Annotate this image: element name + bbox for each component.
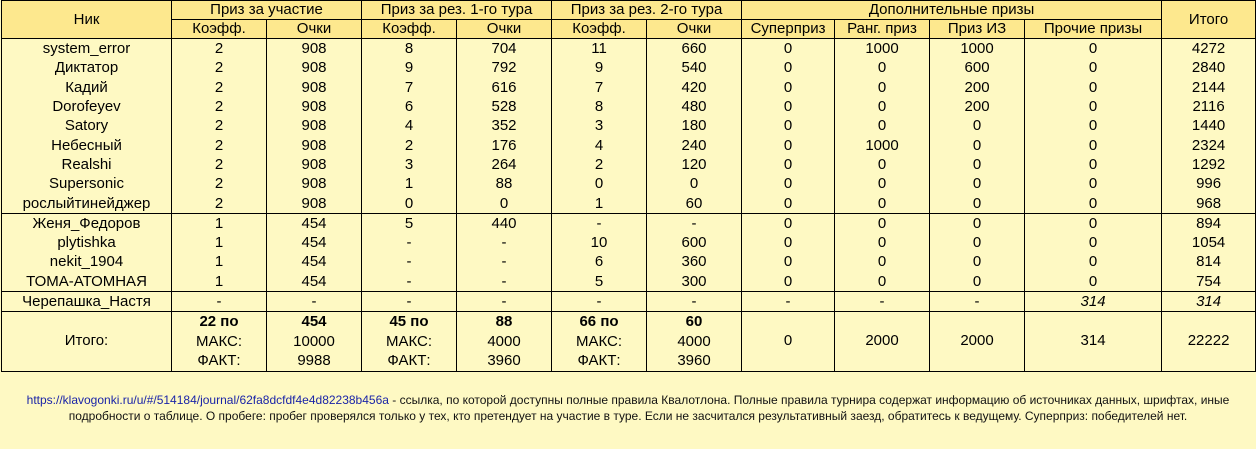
table-cell: - xyxy=(362,291,457,311)
table-cell: 0 xyxy=(742,272,835,292)
table-cell: 0 xyxy=(742,213,835,233)
table-cell: 3 xyxy=(362,155,457,174)
table-cell: 528 xyxy=(457,97,552,116)
table-cell: 2 xyxy=(172,78,267,97)
table-cell: 2 xyxy=(172,58,267,77)
table-cell: 0 xyxy=(1025,58,1162,77)
table-cell: 0 xyxy=(835,116,930,135)
header-row-groups xyxy=(2,1,1256,20)
table-cell: 1 xyxy=(362,174,457,193)
player-nick: ТОМА-АТОМНАЯ xyxy=(2,272,172,292)
player-nick: system_error xyxy=(2,39,172,59)
table-cell: 3 xyxy=(552,116,647,135)
col-group-round1: Приз за рез. 1-го тура xyxy=(362,1,552,20)
table-row xyxy=(2,155,1256,174)
table-cell: 264 xyxy=(457,155,552,174)
table-cell: 314 xyxy=(1025,291,1162,311)
table-cell: 0 xyxy=(742,193,835,213)
table-cell: 2 xyxy=(172,155,267,174)
col-itogo: Итого xyxy=(1162,1,1256,39)
table-cell: 454 xyxy=(267,252,362,271)
table-cell: 0 xyxy=(1025,135,1162,154)
table-cell: 1000 xyxy=(930,39,1025,59)
player-nick: Supersonic xyxy=(2,174,172,193)
table-body xyxy=(2,39,1256,312)
table-cell: 0 xyxy=(457,193,552,213)
table-cell: 454 xyxy=(267,233,362,252)
table-cell: - xyxy=(267,291,362,311)
table-cell: 0 xyxy=(835,213,930,233)
table-cell: 9 xyxy=(552,58,647,77)
table-cell: 4 xyxy=(552,135,647,154)
player-nick: Диктатор xyxy=(2,58,172,77)
table-cell: - xyxy=(457,291,552,311)
table-cell: 1000 xyxy=(835,135,930,154)
table-cell: 1054 xyxy=(1162,233,1256,252)
table-cell: 0 xyxy=(742,135,835,154)
table-cell: 0 xyxy=(742,78,835,97)
table-cell: 0 xyxy=(552,174,647,193)
table-cell: 0 xyxy=(930,213,1025,233)
table-cell: 2840 xyxy=(1162,58,1256,77)
totals-c6: 60 4000 3960 xyxy=(647,312,742,372)
table-cell: 0 xyxy=(930,193,1025,213)
table-cell: 360 xyxy=(647,252,742,271)
table-cell: 704 xyxy=(457,39,552,59)
table-cell: - xyxy=(457,272,552,292)
table-cell: 2 xyxy=(172,193,267,213)
table-cell: 0 xyxy=(930,233,1025,252)
table-cell: - xyxy=(835,291,930,311)
table-cell: - xyxy=(362,252,457,271)
table-cell: 2 xyxy=(362,135,457,154)
table-cell: 60 xyxy=(647,193,742,213)
player-nick: Небесный xyxy=(2,135,172,154)
table-cell: 0 xyxy=(1025,97,1162,116)
table-cell: 7 xyxy=(362,78,457,97)
totals-grand: 22222 xyxy=(1162,312,1256,372)
table-cell: 240 xyxy=(647,135,742,154)
table-row xyxy=(2,78,1256,97)
table-cell: 2 xyxy=(172,135,267,154)
table-cell: 0 xyxy=(930,272,1025,292)
table-cell: 616 xyxy=(457,78,552,97)
table-cell: 0 xyxy=(835,174,930,193)
table-cell: 0 xyxy=(742,39,835,59)
table-cell: 200 xyxy=(930,78,1025,97)
table-cell: 480 xyxy=(647,97,742,116)
totals-rang: 2000 xyxy=(835,312,930,372)
table-cell: 0 xyxy=(1025,155,1162,174)
table-row xyxy=(2,39,1256,59)
table-cell: 2 xyxy=(172,116,267,135)
col-group-round2: Приз за рез. 2-го тура xyxy=(552,1,742,20)
table-cell: 908 xyxy=(267,193,362,213)
table-cell: 908 xyxy=(267,97,362,116)
table-cell: 4272 xyxy=(1162,39,1256,59)
table-cell: 300 xyxy=(647,272,742,292)
table-cell: 2116 xyxy=(1162,97,1256,116)
table-cell: 0 xyxy=(835,252,930,271)
table-cell: 0 xyxy=(1025,78,1162,97)
table-cell: - xyxy=(742,291,835,311)
table-cell: 660 xyxy=(647,39,742,59)
table-cell: 454 xyxy=(267,272,362,292)
table-row xyxy=(2,233,1256,252)
footnote-text: - ссылка, по которой доступны полные правила Квалотлона. Полные правила турнира содержат информацию об источниках данных, шрифтах, иные подробности о таблице. О пробеге: пробег проверялся только у тех, кто претендует на участие в туре. Если не засчитался результативный заезд, обратитесь к ведущему. Суперприз: победителей нет. xyxy=(68,392,1230,423)
table-cell: 1 xyxy=(172,213,267,233)
table-cell: 0 xyxy=(742,97,835,116)
player-nick: Satory xyxy=(2,116,172,135)
totals-iz: 2000 xyxy=(930,312,1025,372)
table-cell: 0 xyxy=(742,233,835,252)
table-cell: - xyxy=(930,291,1025,311)
player-nick: Dorofeyev xyxy=(2,97,172,116)
table-cell: 0 xyxy=(647,174,742,193)
table-cell: 6 xyxy=(552,252,647,271)
table-cell: 2 xyxy=(552,155,647,174)
table-cell: 180 xyxy=(647,116,742,135)
totals-row xyxy=(2,312,1256,372)
table-cell: 200 xyxy=(930,97,1025,116)
player-nick: plytishka xyxy=(2,233,172,252)
table-cell: 4 xyxy=(362,116,457,135)
table-cell: - xyxy=(647,213,742,233)
table-cell: - xyxy=(172,291,267,311)
totals-label: Итого: xyxy=(2,312,172,372)
col-koef-1: Коэфф. xyxy=(172,20,267,39)
table-cell: 7 xyxy=(552,78,647,97)
table-row xyxy=(2,291,1256,311)
table-cell: 754 xyxy=(1162,272,1256,292)
table-row xyxy=(2,193,1256,213)
totals-c4: 88 4000 3960 xyxy=(457,312,552,372)
table-row xyxy=(2,97,1256,116)
totals-c3: 45 по МАКС: ФАКТ: xyxy=(362,312,457,372)
table-cell: 0 xyxy=(1025,39,1162,59)
table-cell: - xyxy=(457,233,552,252)
table-cell: 352 xyxy=(457,116,552,135)
table-cell: - xyxy=(647,291,742,311)
col-iz: Приз ИЗ xyxy=(930,20,1025,39)
table-cell: 908 xyxy=(267,58,362,77)
col-koef-2: Коэфф. xyxy=(362,20,457,39)
table-cell: 8 xyxy=(362,39,457,59)
table-cell: 0 xyxy=(742,116,835,135)
table-cell: 0 xyxy=(1025,193,1162,213)
table-cell: 8 xyxy=(552,97,647,116)
table-cell: 600 xyxy=(930,58,1025,77)
table-cell: 1 xyxy=(552,193,647,213)
table-cell: 0 xyxy=(1025,252,1162,271)
table-cell: 0 xyxy=(930,135,1025,154)
table-cell: 0 xyxy=(362,193,457,213)
table-row xyxy=(2,58,1256,77)
table-cell: - xyxy=(552,291,647,311)
col-ochki-3: Очки xyxy=(647,20,742,39)
col-superprize: Суперприз xyxy=(742,20,835,39)
table-cell: 792 xyxy=(457,58,552,77)
table-cell: 0 xyxy=(835,155,930,174)
table-cell: 5 xyxy=(362,213,457,233)
table-cell: 0 xyxy=(930,252,1025,271)
table-cell: 0 xyxy=(835,58,930,77)
table-cell: 2 xyxy=(172,97,267,116)
col-ochki-1: Очки xyxy=(267,20,362,39)
totals-other: 314 xyxy=(1025,312,1162,372)
table-cell: 908 xyxy=(267,174,362,193)
table-cell: 908 xyxy=(267,155,362,174)
table-cell: 0 xyxy=(930,155,1025,174)
table-cell: 0 xyxy=(930,174,1025,193)
table-cell: - xyxy=(552,213,647,233)
player-nick: Черепашка_Настя xyxy=(2,291,172,311)
table-cell: 0 xyxy=(835,193,930,213)
table-cell: 0 xyxy=(1025,233,1162,252)
table-cell: 0 xyxy=(835,272,930,292)
table-cell: 996 xyxy=(1162,174,1256,193)
prize-table xyxy=(1,0,1256,372)
table-cell: 0 xyxy=(1025,116,1162,135)
table-cell: 1 xyxy=(172,272,267,292)
table-cell: 10 xyxy=(552,233,647,252)
table-cell: 440 xyxy=(457,213,552,233)
table-cell: 176 xyxy=(457,135,552,154)
table-cell: 908 xyxy=(267,116,362,135)
footnote xyxy=(0,392,1256,424)
table-cell: 9 xyxy=(362,58,457,77)
table-cell: 0 xyxy=(742,155,835,174)
col-rang: Ранг. приз xyxy=(835,20,930,39)
table-cell: 0 xyxy=(930,116,1025,135)
col-group-participation: Приз за участие xyxy=(172,1,362,20)
table-cell: 894 xyxy=(1162,213,1256,233)
table-cell: 2 xyxy=(172,39,267,59)
table-cell: 540 xyxy=(647,58,742,77)
totals-superprize: 0 xyxy=(742,312,835,372)
table-cell: 11 xyxy=(552,39,647,59)
table-cell: 1 xyxy=(172,252,267,271)
table-cell: 908 xyxy=(267,78,362,97)
table-row xyxy=(2,174,1256,193)
table-cell: 600 xyxy=(647,233,742,252)
player-nick: Женя_Федоров xyxy=(2,213,172,233)
table-cell: 2 xyxy=(172,174,267,193)
table-cell: 420 xyxy=(647,78,742,97)
table-cell: 908 xyxy=(267,135,362,154)
table-cell: 6 xyxy=(362,97,457,116)
table-cell: 908 xyxy=(267,39,362,59)
table-cell: 1292 xyxy=(1162,155,1256,174)
table-cell: - xyxy=(457,252,552,271)
table-cell: 0 xyxy=(742,174,835,193)
table-cell: 2144 xyxy=(1162,78,1256,97)
table-cell: 2324 xyxy=(1162,135,1256,154)
table-cell: 968 xyxy=(1162,193,1256,213)
table-row xyxy=(2,213,1256,233)
table-cell: 0 xyxy=(835,97,930,116)
table-cell: 88 xyxy=(457,174,552,193)
table-cell: 0 xyxy=(1025,272,1162,292)
player-nick: рослыйтинейджер xyxy=(2,193,172,213)
table-row xyxy=(2,116,1256,135)
player-nick: Realshi xyxy=(2,155,172,174)
col-koef-3: Коэфф. xyxy=(552,20,647,39)
table-cell: 454 xyxy=(267,213,362,233)
table-row xyxy=(2,135,1256,154)
totals-c5: 66 по МАКС: ФАКТ: xyxy=(552,312,647,372)
totals-c2: 454 10000 9988 xyxy=(267,312,362,372)
table-cell: 1 xyxy=(172,233,267,252)
player-nick: nekit_1904 xyxy=(2,252,172,271)
col-nik: Ник xyxy=(2,1,172,39)
col-ochki-2: Очки xyxy=(457,20,552,39)
table-cell: 0 xyxy=(742,58,835,77)
rules-link[interactable]: https://klavogonki.ru/u/#/514184/journal/62fa8dcfdf4e4d82238b456a xyxy=(26,392,389,407)
totals-c1: 22 по МАКС: ФАКТ: xyxy=(172,312,267,372)
table-cell: 814 xyxy=(1162,252,1256,271)
table-cell: 0 xyxy=(835,233,930,252)
table-cell: 0 xyxy=(835,78,930,97)
table-cell: 314 xyxy=(1162,291,1256,311)
col-group-extra: Дополнительные призы xyxy=(742,1,1162,20)
table-cell: 5 xyxy=(552,272,647,292)
table-row xyxy=(2,252,1256,271)
table-cell: 1000 xyxy=(835,39,930,59)
col-other: Прочие призы xyxy=(1025,20,1162,39)
table-cell: 0 xyxy=(1025,174,1162,193)
table-cell: 1440 xyxy=(1162,116,1256,135)
table-cell: 120 xyxy=(647,155,742,174)
header-row-sub xyxy=(2,20,1256,39)
table-cell: - xyxy=(362,272,457,292)
table-cell: 0 xyxy=(1025,213,1162,233)
table-row xyxy=(2,272,1256,292)
player-nick: Кадий xyxy=(2,78,172,97)
table-cell: - xyxy=(362,233,457,252)
table-cell: 0 xyxy=(742,252,835,271)
